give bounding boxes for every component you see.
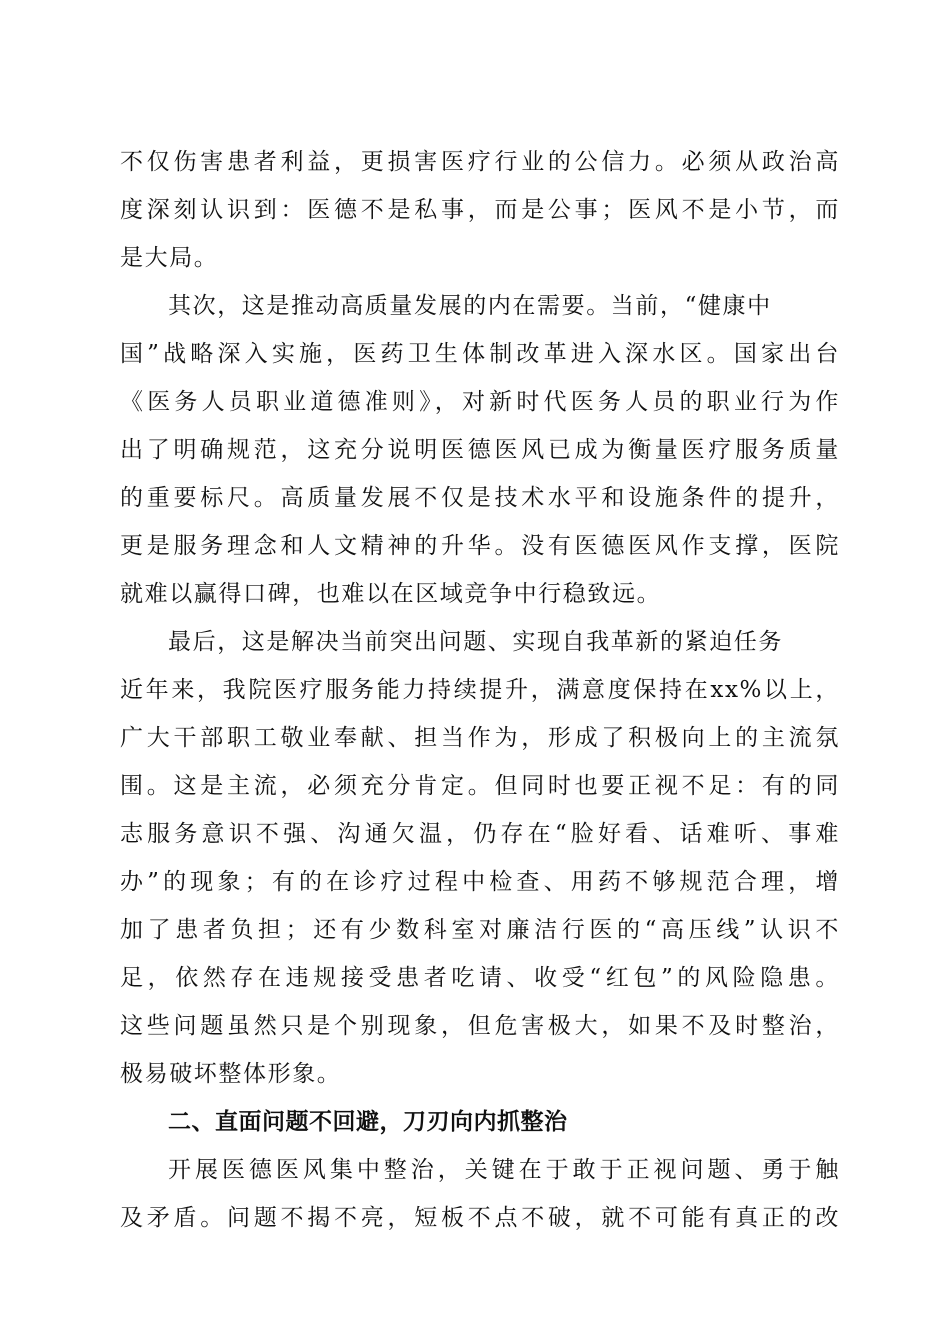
paragraph-line: 更是服务理念和人文精神的升华。没有医德医风作支撑，医院 bbox=[120, 533, 840, 559]
paragraph-line: 围。这是主流，必须充分肯定。但同时也要正视不足：有的同 bbox=[120, 773, 840, 799]
paragraph-line: 的重要标尺。高质量发展不仅是技术水平和设施条件的提升， bbox=[120, 485, 840, 511]
paragraph-line: 开展医德医风集中整治，关键在于敢于正视问题、勇于触 bbox=[168, 1157, 840, 1183]
section-heading: 二、直面问题不回避，刀刃向内抓整治 bbox=[168, 1109, 568, 1135]
paragraph-line: 加了患者负担；还有少数科室对廉洁行医的“高压线”认识不 bbox=[120, 917, 840, 943]
paragraph-line: 出了明确规范，这充分说明医德医风已成为衡量医疗服务质量 bbox=[120, 437, 840, 463]
paragraph-line: 不仅伤害患者利益，更损害医疗行业的公信力。必须从政治高 bbox=[120, 149, 840, 175]
paragraph-line: 国”战略深入实施，医药卫生体制改革进入深水区。国家出台 bbox=[120, 341, 840, 367]
paragraph-line: 足，依然存在违规接受患者吃请、收受“红包”的风险隐患。 bbox=[120, 965, 840, 991]
paragraph-line: 极易破坏整体形象。 bbox=[120, 1061, 342, 1087]
paragraph-line: 度深刻认识到：医德不是私事，而是公事；医风不是小节，而 bbox=[120, 197, 840, 223]
paragraph-line: 这些问题虽然只是个别现象，但危害极大，如果不及时整治， bbox=[120, 1013, 840, 1039]
paragraph-line: 近年来，我院医疗服务能力持续提升，满意度保持在xx%以上， bbox=[120, 677, 840, 703]
paragraph-line: 其次，这是推动高质量发展的内在需要。当前，“健康中 bbox=[168, 293, 772, 319]
paragraph-line: 广大干部职工敬业奉献、担当作为，形成了积极向上的主流氛 bbox=[120, 725, 840, 751]
paragraph-line: 办”的现象；有的在诊疗过程中检查、用药不够规范合理，增 bbox=[120, 869, 840, 895]
paragraph-line: 最后，这是解决当前突出问题、实现自我革新的紧迫任务 bbox=[168, 629, 783, 655]
paragraph-line: 就难以赢得口碑，也难以在区域竞争中行稳致远。 bbox=[120, 581, 662, 607]
paragraph-line: 《医务人员职业道德准则》，对新时代医务人员的职业行为作 bbox=[120, 389, 840, 415]
paragraph-line: 是大局。 bbox=[120, 245, 219, 271]
paragraph-line: 及矛盾。问题不揭不亮，短板不点不破，就不可能有真正的改 bbox=[120, 1205, 840, 1231]
paragraph-line: 志服务意识不强、沟通欠温，仍存在“脸好看、话难听、事难 bbox=[120, 821, 840, 847]
